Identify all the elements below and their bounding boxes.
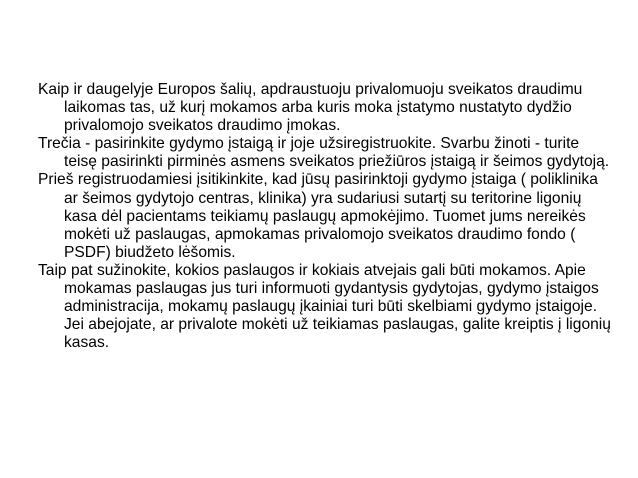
paragraph-choose-institution: Trečia - pasirinkite gydymo įstaigą ir joje užsiregistruokite. Svarbu žinoti - turite teisę pasirinkti pirminės asmens sveikatos priežiūros įstaigą ir šeimos gydytoją. — [38, 135, 610, 171]
paragraph-verify-contract: Prieš registruodamiesi įsitikinkite, kad jūsų pasirinktoji gydymo įstaiga ( poliklinika ar šeimos gydytojo centras, klinika) yra sudariusi sutartį su teritorine ligonių kasa dėl pacientams teikiamų paslaugų apmokėjimo. Tuomet jums nereikės mokėti už paslaugas, apmokamas privalomojo sveikatos draudimo fondo ( PSDF) biudžeto lėšomis. — [38, 171, 598, 261]
paragraph-paid-services: Taip pat sužinokite, kokios paslaugos ir kokiais atvejais gali būti mokamos. Apie mokamas paslaugas jus turi informuoti gydantysis gydytojas, gydymo įstaigos administracija, mokamų paslaugų įkainiai turi būti skelbiami gydymo įstaigoje. Jei abejojate, ar privalote mokėti už teikiamas paslaugas, galite kreiptis į ligonių kasas. — [38, 261, 611, 352]
slide-body — [38, 81, 612, 352]
paragraph-insured-definition: Kaip ir daugelyje Europos šalių, apdraustuoju privalomuoju sveikatos draudimu laikomas tas, už kurį mokamos arba kuris moka įstatymo nustatyto dydžio privalomojo sveikatos draudimo įmokas. — [38, 81, 583, 135]
